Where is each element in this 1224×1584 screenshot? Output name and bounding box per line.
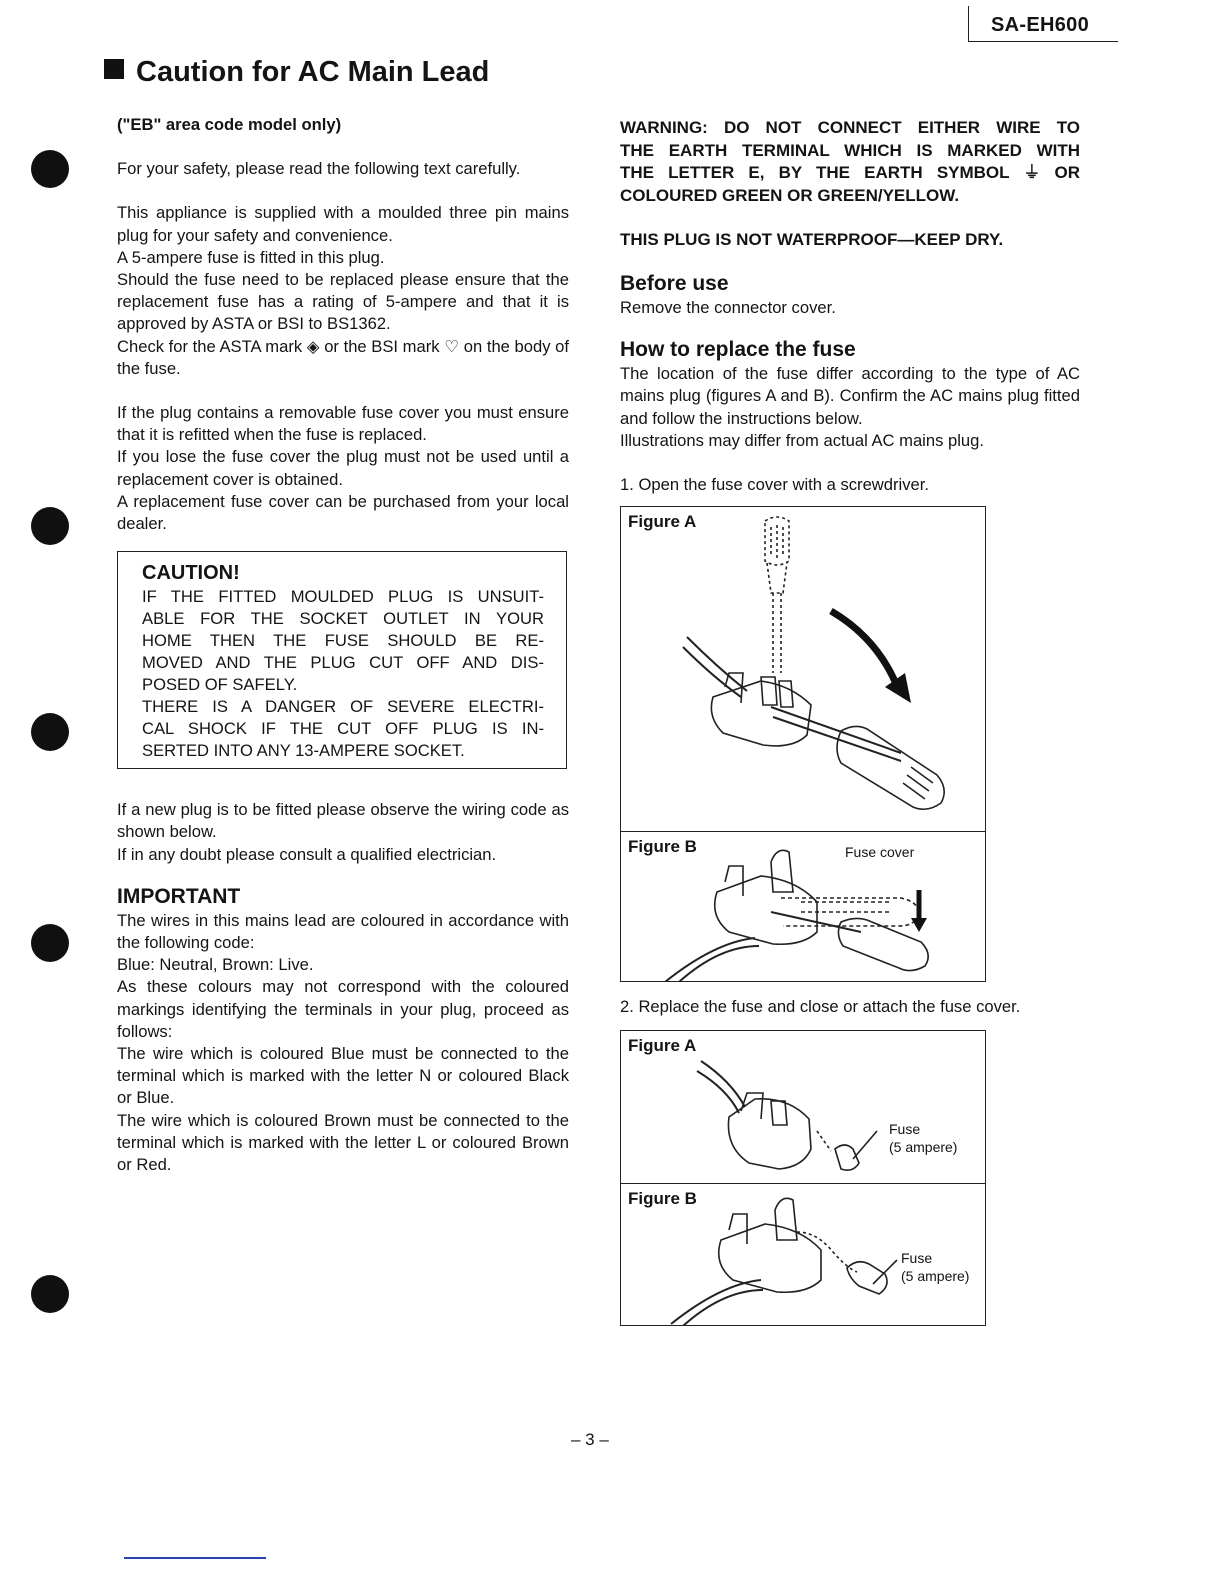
warning-line: COLOURED GREEN OR GREEN/YELLOW. bbox=[620, 185, 960, 205]
caution-title: CAUTION! bbox=[142, 562, 240, 585]
right-column bbox=[620, 117, 1080, 1326]
model-number: SA-EH600 bbox=[991, 14, 1089, 36]
plug-info-line: Check for the ASTA mark ◈ or the BSI mark ♡ on the body of the fuse. bbox=[117, 336, 569, 378]
punch-hole-icon bbox=[31, 507, 69, 545]
caution-line: ABLE FOR THE SOCKET OUTLET IN YOUR bbox=[142, 609, 544, 629]
bullet-square-icon bbox=[104, 59, 124, 79]
step-1-text: 1. Open the fuse cover with a screwdriver. bbox=[620, 475, 929, 495]
important-line: As these colours may not correspond with the coloured markings identifying the terminals in your plug, proceed as follows: bbox=[117, 977, 569, 1041]
wiring-line: If a new plug is to be fitted please observe the wiring code as shown below. bbox=[117, 800, 569, 842]
left-column bbox=[117, 112, 569, 1176]
before-use-heading: Before use bbox=[620, 272, 729, 295]
fuse-cover-label: Fuse cover bbox=[845, 844, 915, 861]
fuse-label: Fuse bbox=[901, 1250, 933, 1267]
figure-label: Figure A bbox=[628, 1036, 697, 1056]
figure-1b bbox=[621, 831, 985, 981]
caution-line: POSED OF SAFELY. bbox=[142, 675, 298, 695]
caution-line: IF THE FITTED MOULDED PLUG IS UNSUIT- bbox=[142, 587, 544, 607]
punch-hole-icon bbox=[31, 713, 69, 751]
punch-hole-icon bbox=[31, 1275, 69, 1313]
warning-line: WARNING: DO NOT CONNECT EITHER WIRE TO bbox=[620, 118, 1080, 137]
figure-label: Figure A bbox=[628, 512, 697, 532]
area-note: ("EB" area code model only) bbox=[117, 115, 342, 134]
screwdriver-plug-illustration bbox=[621, 507, 985, 831]
before-use-text: Remove the connector cover. bbox=[620, 298, 836, 317]
caution-line: THERE IS A DANGER OF SEVERE ELECTRI- bbox=[142, 697, 544, 717]
fuse-cover-line: If you lose the fuse cover the plug must not be used until a replacement cover is obtained. bbox=[117, 447, 569, 489]
caution-line: MOVED AND THE PLUG CUT OFF AND DIS- bbox=[142, 653, 544, 673]
punch-hole-icon bbox=[31, 924, 69, 962]
plug-info-line: A 5-ampere fuse is fitted in this plug. bbox=[117, 247, 385, 267]
figure-2b bbox=[621, 1183, 985, 1325]
safety-intro: For your safety, please read the following text carefully. bbox=[117, 159, 521, 179]
important-line: The wire which is coloured Blue must be connected to the terminal which is marked with the letter N or coloured Black or Blue. bbox=[117, 1044, 569, 1108]
fuse-label: Fuse bbox=[889, 1121, 921, 1138]
important-line: The wires in this mains lead are coloured in accordance with the following code: bbox=[117, 910, 569, 953]
page-title bbox=[104, 56, 489, 89]
warning-line: THE EARTH TERMINAL WHICH IS MARKED WITH bbox=[620, 140, 1080, 160]
waterproof-warning: THIS PLUG IS NOT WATERPROOF—KEEP DRY. bbox=[620, 230, 1004, 249]
important-paragraph bbox=[117, 910, 569, 1176]
punch-hole-icon bbox=[31, 150, 69, 188]
plug-info-paragraph bbox=[117, 202, 569, 380]
important-line: The wire which is coloured Brown must be connected to the terminal which is marked with the letter L or coloured Brown or Red. bbox=[117, 1110, 569, 1175]
plug-info-line: This appliance is supplied with a moulded three pin mains plug for your safety and convenience. bbox=[117, 203, 569, 245]
model-header-box bbox=[968, 6, 1118, 42]
figure-1a bbox=[621, 507, 985, 831]
figure-2a bbox=[621, 1031, 985, 1183]
caution-line: CAL SHOCK IF THE CUT OFF PLUG IS IN- bbox=[142, 719, 544, 739]
page-title-text: Caution for AC Main Lead bbox=[136, 56, 490, 88]
wiring-paragraph bbox=[117, 799, 569, 866]
figure-label: Figure B bbox=[628, 837, 697, 857]
step-2-text: 2. Replace the fuse and close or attach the fuse cover. bbox=[620, 997, 1021, 1017]
plug-info-line: Should the fuse need to be replaced please ensure that the replacement fuse has a rating of 5-ampere and that it is approved by ASTA or BSI to BS1362. bbox=[117, 270, 569, 334]
illustrations-note: Illustrations may differ from actual AC mains plug. bbox=[620, 430, 984, 450]
figure-group-replace-fuse bbox=[620, 1030, 986, 1326]
fuse-rating-label: (5 ampere) bbox=[889, 1139, 958, 1156]
caution-line: HOME THEN THE FUSE SHOULD BE RE- bbox=[142, 631, 544, 651]
replace-fuse-text: The location of the fuse differ according to the type of AC mains plug (figures A and B). Confirm the AC mains plug fitted and follow the instructions below. bbox=[620, 364, 1080, 428]
wiring-line: If in any doubt please consult a qualified electrician. bbox=[117, 844, 497, 864]
caution-line: SERTED INTO ANY 13-AMPERE SOCKET. bbox=[142, 741, 465, 761]
page-number: – 3 – bbox=[571, 1430, 609, 1449]
important-line: Blue: Neutral, Brown: Live. bbox=[117, 955, 314, 975]
fuse-rating-label: (5 ampere) bbox=[901, 1268, 970, 1285]
replace-fuse-heading: How to replace the fuse bbox=[620, 338, 856, 362]
caution-box bbox=[117, 551, 567, 769]
fuse-cover-line: A replacement fuse cover can be purchased from your local dealer. bbox=[117, 491, 569, 534]
fuse-cover-line: If the plug contains a removable fuse cover you must ensure that it is refitted when the fuse is replaced. bbox=[117, 403, 569, 445]
fuse-cover-paragraph bbox=[117, 402, 569, 535]
warning-line: THE LETTER E, BY THE EARTH SYMBOL ⏚ OR bbox=[620, 163, 1080, 182]
footer-rule bbox=[124, 1557, 266, 1559]
figure-label: Figure B bbox=[628, 1189, 697, 1209]
important-heading: IMPORTANT bbox=[117, 884, 241, 908]
figure-group-open-cover bbox=[620, 506, 986, 982]
